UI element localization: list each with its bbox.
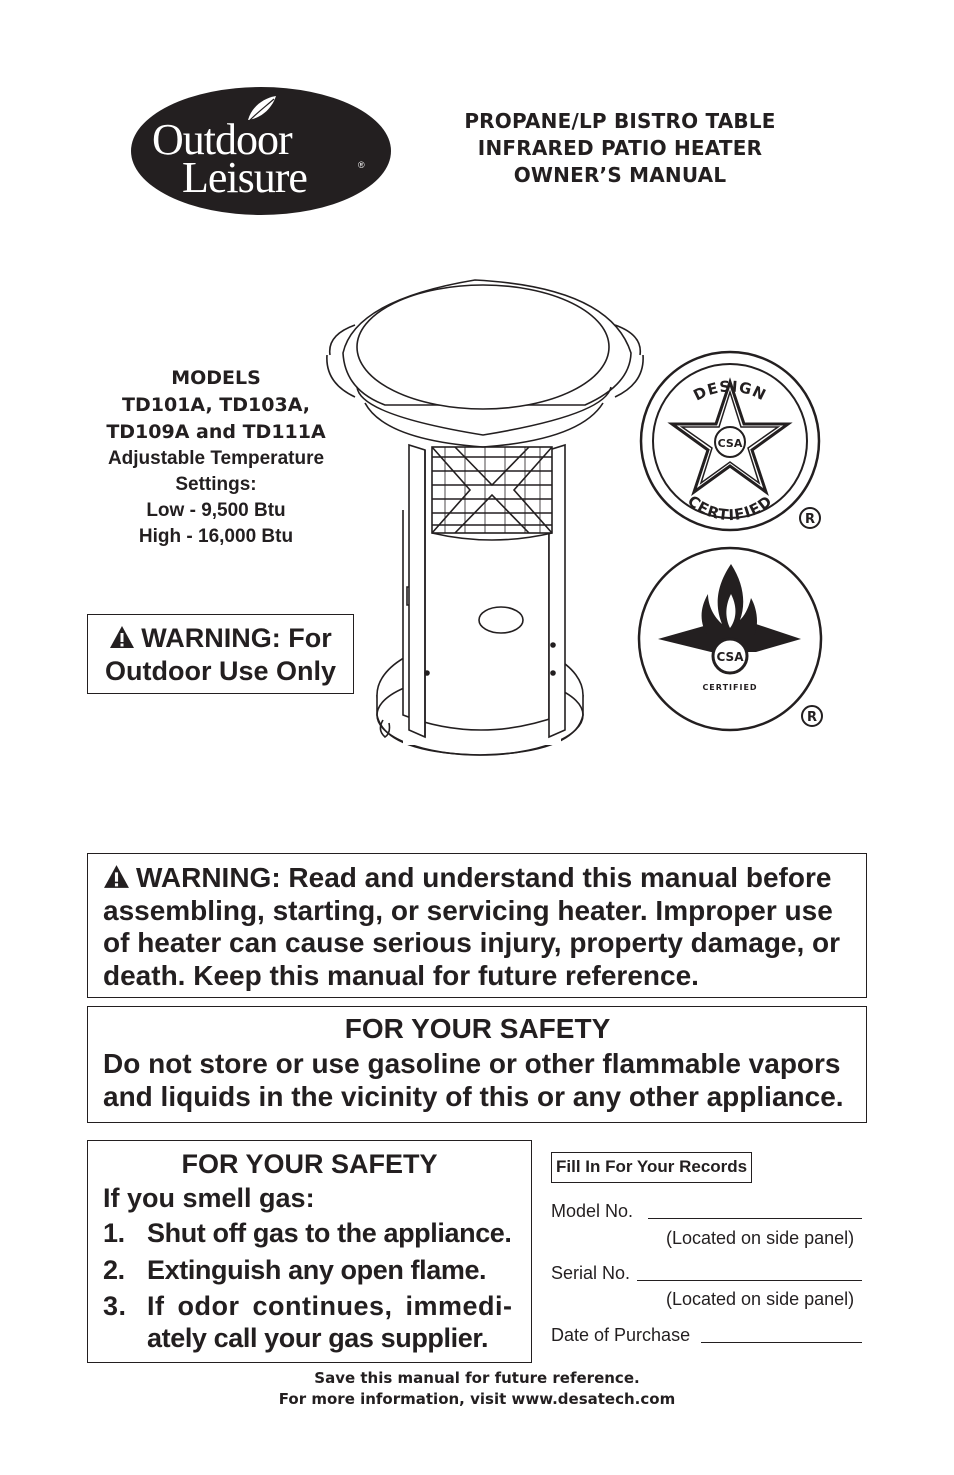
safety-vapors-line-1: Do not store or use gasoline or other flammable vapors bbox=[103, 1048, 841, 1079]
model-no-label: Model No. bbox=[551, 1201, 634, 1221]
footer-line-2: For more information, visit www.desatech.com bbox=[278, 1390, 676, 1408]
warning-triangle-icon bbox=[103, 864, 130, 889]
models-heading: MODELS bbox=[171, 367, 261, 389]
low-setting: Low - 9,500 Btu bbox=[146, 500, 286, 521]
records-label: Fill In For Your Records bbox=[551, 1152, 752, 1183]
settings-line-2: Settings: bbox=[175, 474, 257, 495]
safety-vapors-box bbox=[87, 1006, 867, 1123]
warning-outdoor-box bbox=[87, 614, 354, 694]
models-line-2: TD109A and TD111A bbox=[106, 421, 326, 443]
design-certified-seal bbox=[638, 346, 823, 541]
serial-no-label: Serial No. bbox=[551, 1263, 631, 1283]
safety-gas-subheading: If you smell gas: bbox=[103, 1183, 315, 1213]
csa-flame-seal bbox=[636, 544, 826, 734]
safety-step-2: 2. Extinguish any open flame. bbox=[103, 1255, 487, 1285]
title-line-2: INFRARED PATIO HEATER bbox=[477, 136, 763, 160]
settings-line-1: Adjustable Temperature bbox=[107, 448, 325, 469]
patio-heater-illustration bbox=[325, 275, 645, 780]
footer-line-1: Save this manual for future reference. bbox=[314, 1369, 640, 1387]
model-location-note: (Located on side panel) bbox=[666, 1228, 855, 1248]
safety-vapors-heading: FOR YOUR SAFETY bbox=[344, 1013, 611, 1044]
svg-text:CERTIFIED bbox=[684, 492, 776, 525]
safety-gas-heading: FOR YOUR SAFETY bbox=[181, 1149, 438, 1179]
svg-text:R: R bbox=[806, 710, 818, 725]
logo-registered-mark: ® bbox=[358, 160, 365, 170]
warning-manual-line-4: death. Keep this manual for future reference. bbox=[103, 959, 699, 991]
models-line-1: TD101A, TD103A, bbox=[122, 394, 310, 416]
title-line-3: OWNER’S MANUAL bbox=[513, 163, 727, 187]
seal-csa-certified-text: CERTIFIED bbox=[702, 683, 758, 692]
footer bbox=[200, 1368, 754, 1410]
models-info bbox=[84, 365, 348, 550]
safety-vapors-line-2: and liquids in the vicinity of this or any other appliance. bbox=[103, 1081, 844, 1112]
serial-no-field[interactable] bbox=[637, 1280, 862, 1281]
warning-manual-box bbox=[87, 853, 867, 998]
date-of-purchase-label: Date of Purchase bbox=[551, 1325, 691, 1345]
safety-step-3: 3. If odor continues, immedi- bbox=[103, 1291, 513, 1321]
seal-csa-text: CSA bbox=[716, 650, 744, 664]
safety-step-1: 1. Shut off gas to the appliance. bbox=[103, 1218, 512, 1248]
svg-text:R: R bbox=[804, 512, 816, 527]
outdoor-leisure-logo bbox=[130, 86, 392, 216]
logo-text-outdoor: Outdoor bbox=[152, 115, 292, 164]
warning-manual-line-1: WARNING: Read and understand this manual before bbox=[136, 862, 832, 893]
warning-triangle-icon bbox=[109, 625, 135, 649]
manual-title bbox=[420, 108, 820, 189]
warning-outdoor-line-1: WARNING: For bbox=[141, 623, 332, 653]
seal-certified-text: CERTIFIED bbox=[684, 491, 776, 525]
model-no-field[interactable] bbox=[648, 1218, 862, 1219]
logo-text-leisure: Leisure bbox=[182, 153, 307, 202]
high-setting: High - 16,000 Btu bbox=[138, 526, 294, 547]
title-line-1: PROPANE/LP BISTRO TABLE bbox=[464, 109, 776, 133]
safety-step-3-continued: ately call your gas supplier. bbox=[147, 1323, 489, 1353]
seal-design-text: DESIGN bbox=[690, 377, 770, 405]
warning-outdoor-line-2: Outdoor Use Only bbox=[104, 656, 337, 686]
warning-manual-line-3: of heater can cause serious injury, property damage, or bbox=[103, 927, 841, 958]
seal-design-csa-text: CSA bbox=[717, 437, 743, 450]
serial-location-note: (Located on side panel) bbox=[666, 1289, 855, 1309]
warning-manual-line-2: assembling, starting, or servicing heater. Improper use bbox=[103, 894, 833, 926]
safety-gas-box bbox=[87, 1140, 532, 1363]
date-of-purchase-field[interactable] bbox=[701, 1342, 862, 1343]
